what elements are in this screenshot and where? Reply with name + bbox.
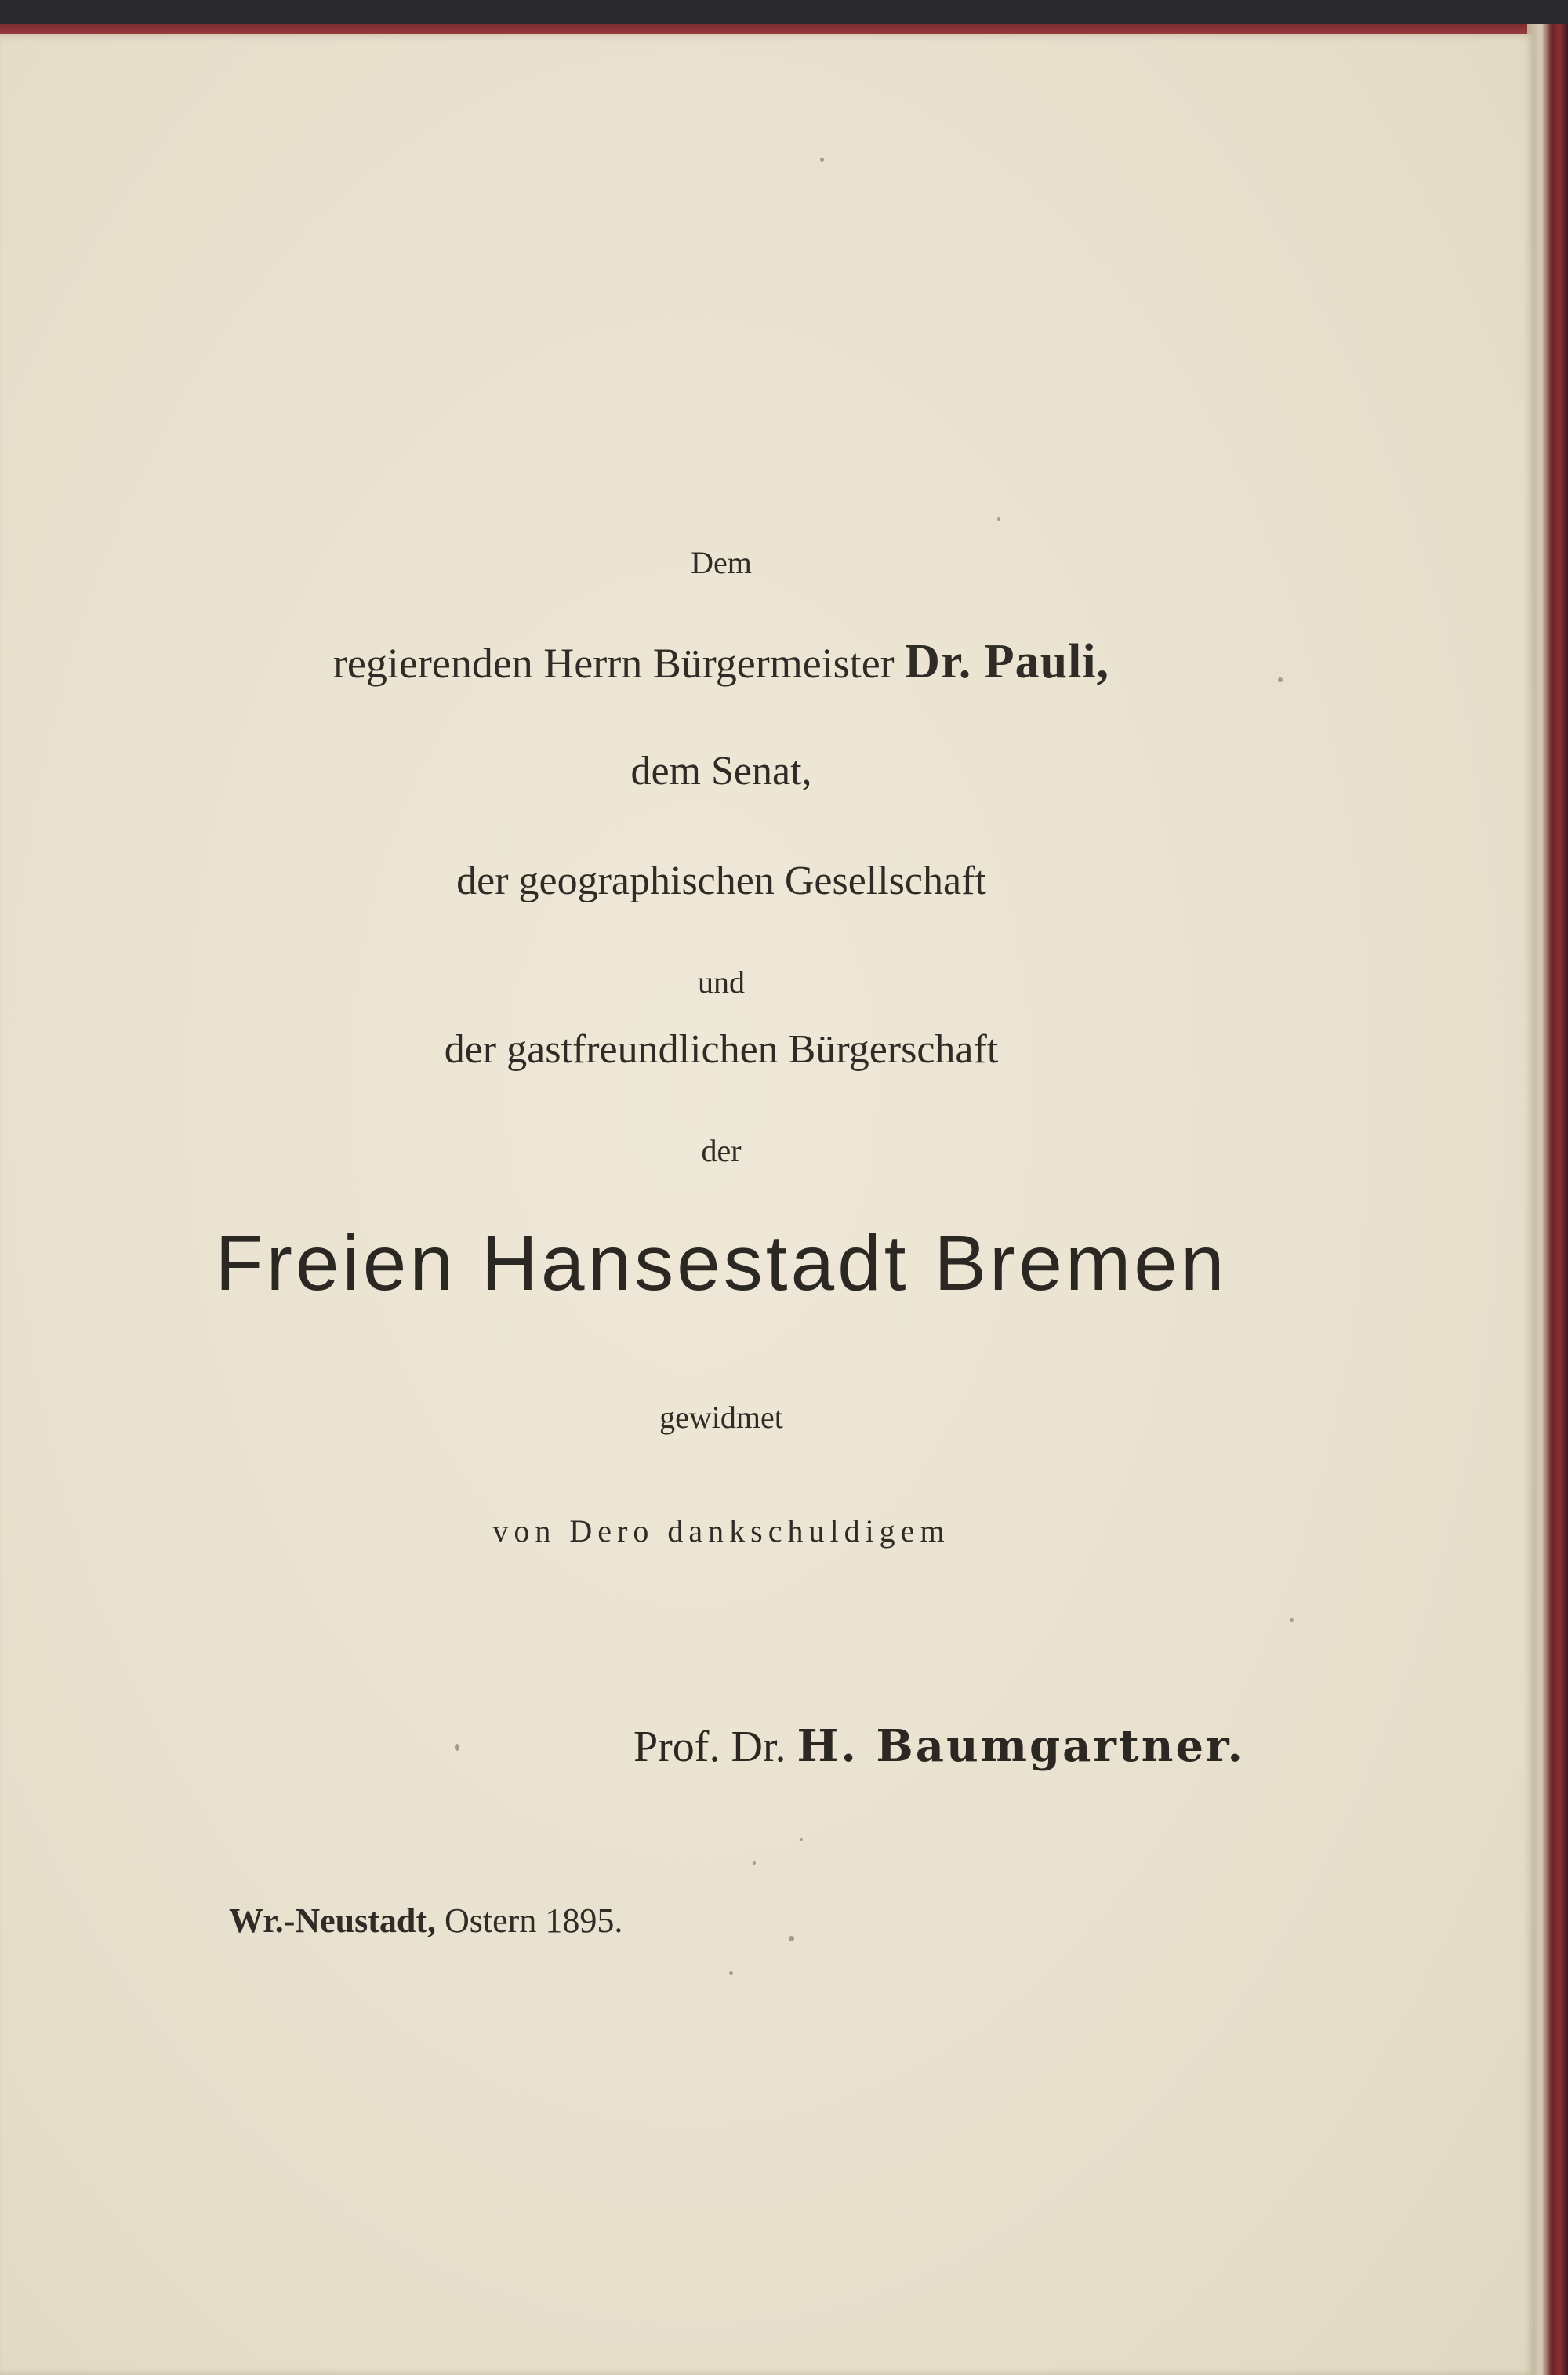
dedication-line-gewidmet: gewidmet xyxy=(659,1400,783,1435)
paper-speck xyxy=(820,158,824,162)
book-page xyxy=(0,34,1535,2375)
author-prefix: Prof. Dr. xyxy=(633,1723,786,1771)
paper-speck xyxy=(455,1744,459,1751)
paper-speck xyxy=(789,1936,794,1941)
dedication-line-senate: dem Senat, xyxy=(630,749,812,793)
paper-speck xyxy=(1290,1618,1294,1622)
mayor-name: Dr. Pauli, xyxy=(905,635,1110,688)
dedication-line-der: der xyxy=(701,1133,742,1168)
book-cover-edge-top xyxy=(0,24,1548,34)
paper-speck xyxy=(1278,677,1283,682)
author-name: H. Baumgartner. xyxy=(797,1720,1245,1772)
place-city: Wr.-Neustadt, xyxy=(229,1901,437,1940)
dedication-line-mayor xyxy=(0,634,1443,690)
place-date-text: Ostern 1895. xyxy=(445,1901,623,1940)
paper-speck xyxy=(800,1838,803,1841)
author-signature xyxy=(633,1720,1245,1772)
paper-speck xyxy=(997,517,1000,521)
dedication-title-city: Freien Hansestadt Bremen xyxy=(215,1219,1228,1307)
mayor-title: regierenden Herrn Bürgermeister xyxy=(332,640,895,687)
dedication-line-citizens: der gastfreundlichen Bürgerschaft xyxy=(444,1027,999,1072)
dedication-line-und: und xyxy=(698,964,745,1000)
paper-speck xyxy=(729,1971,733,1975)
dedication-line-von: von Dero dankschuldigem xyxy=(492,1513,950,1549)
paper-speck xyxy=(753,1861,756,1865)
place-date xyxy=(229,1901,622,1941)
dedication-line-dem: Dem xyxy=(691,545,752,580)
dedication-line-society: der geographischen Gesellschaft xyxy=(456,859,986,903)
